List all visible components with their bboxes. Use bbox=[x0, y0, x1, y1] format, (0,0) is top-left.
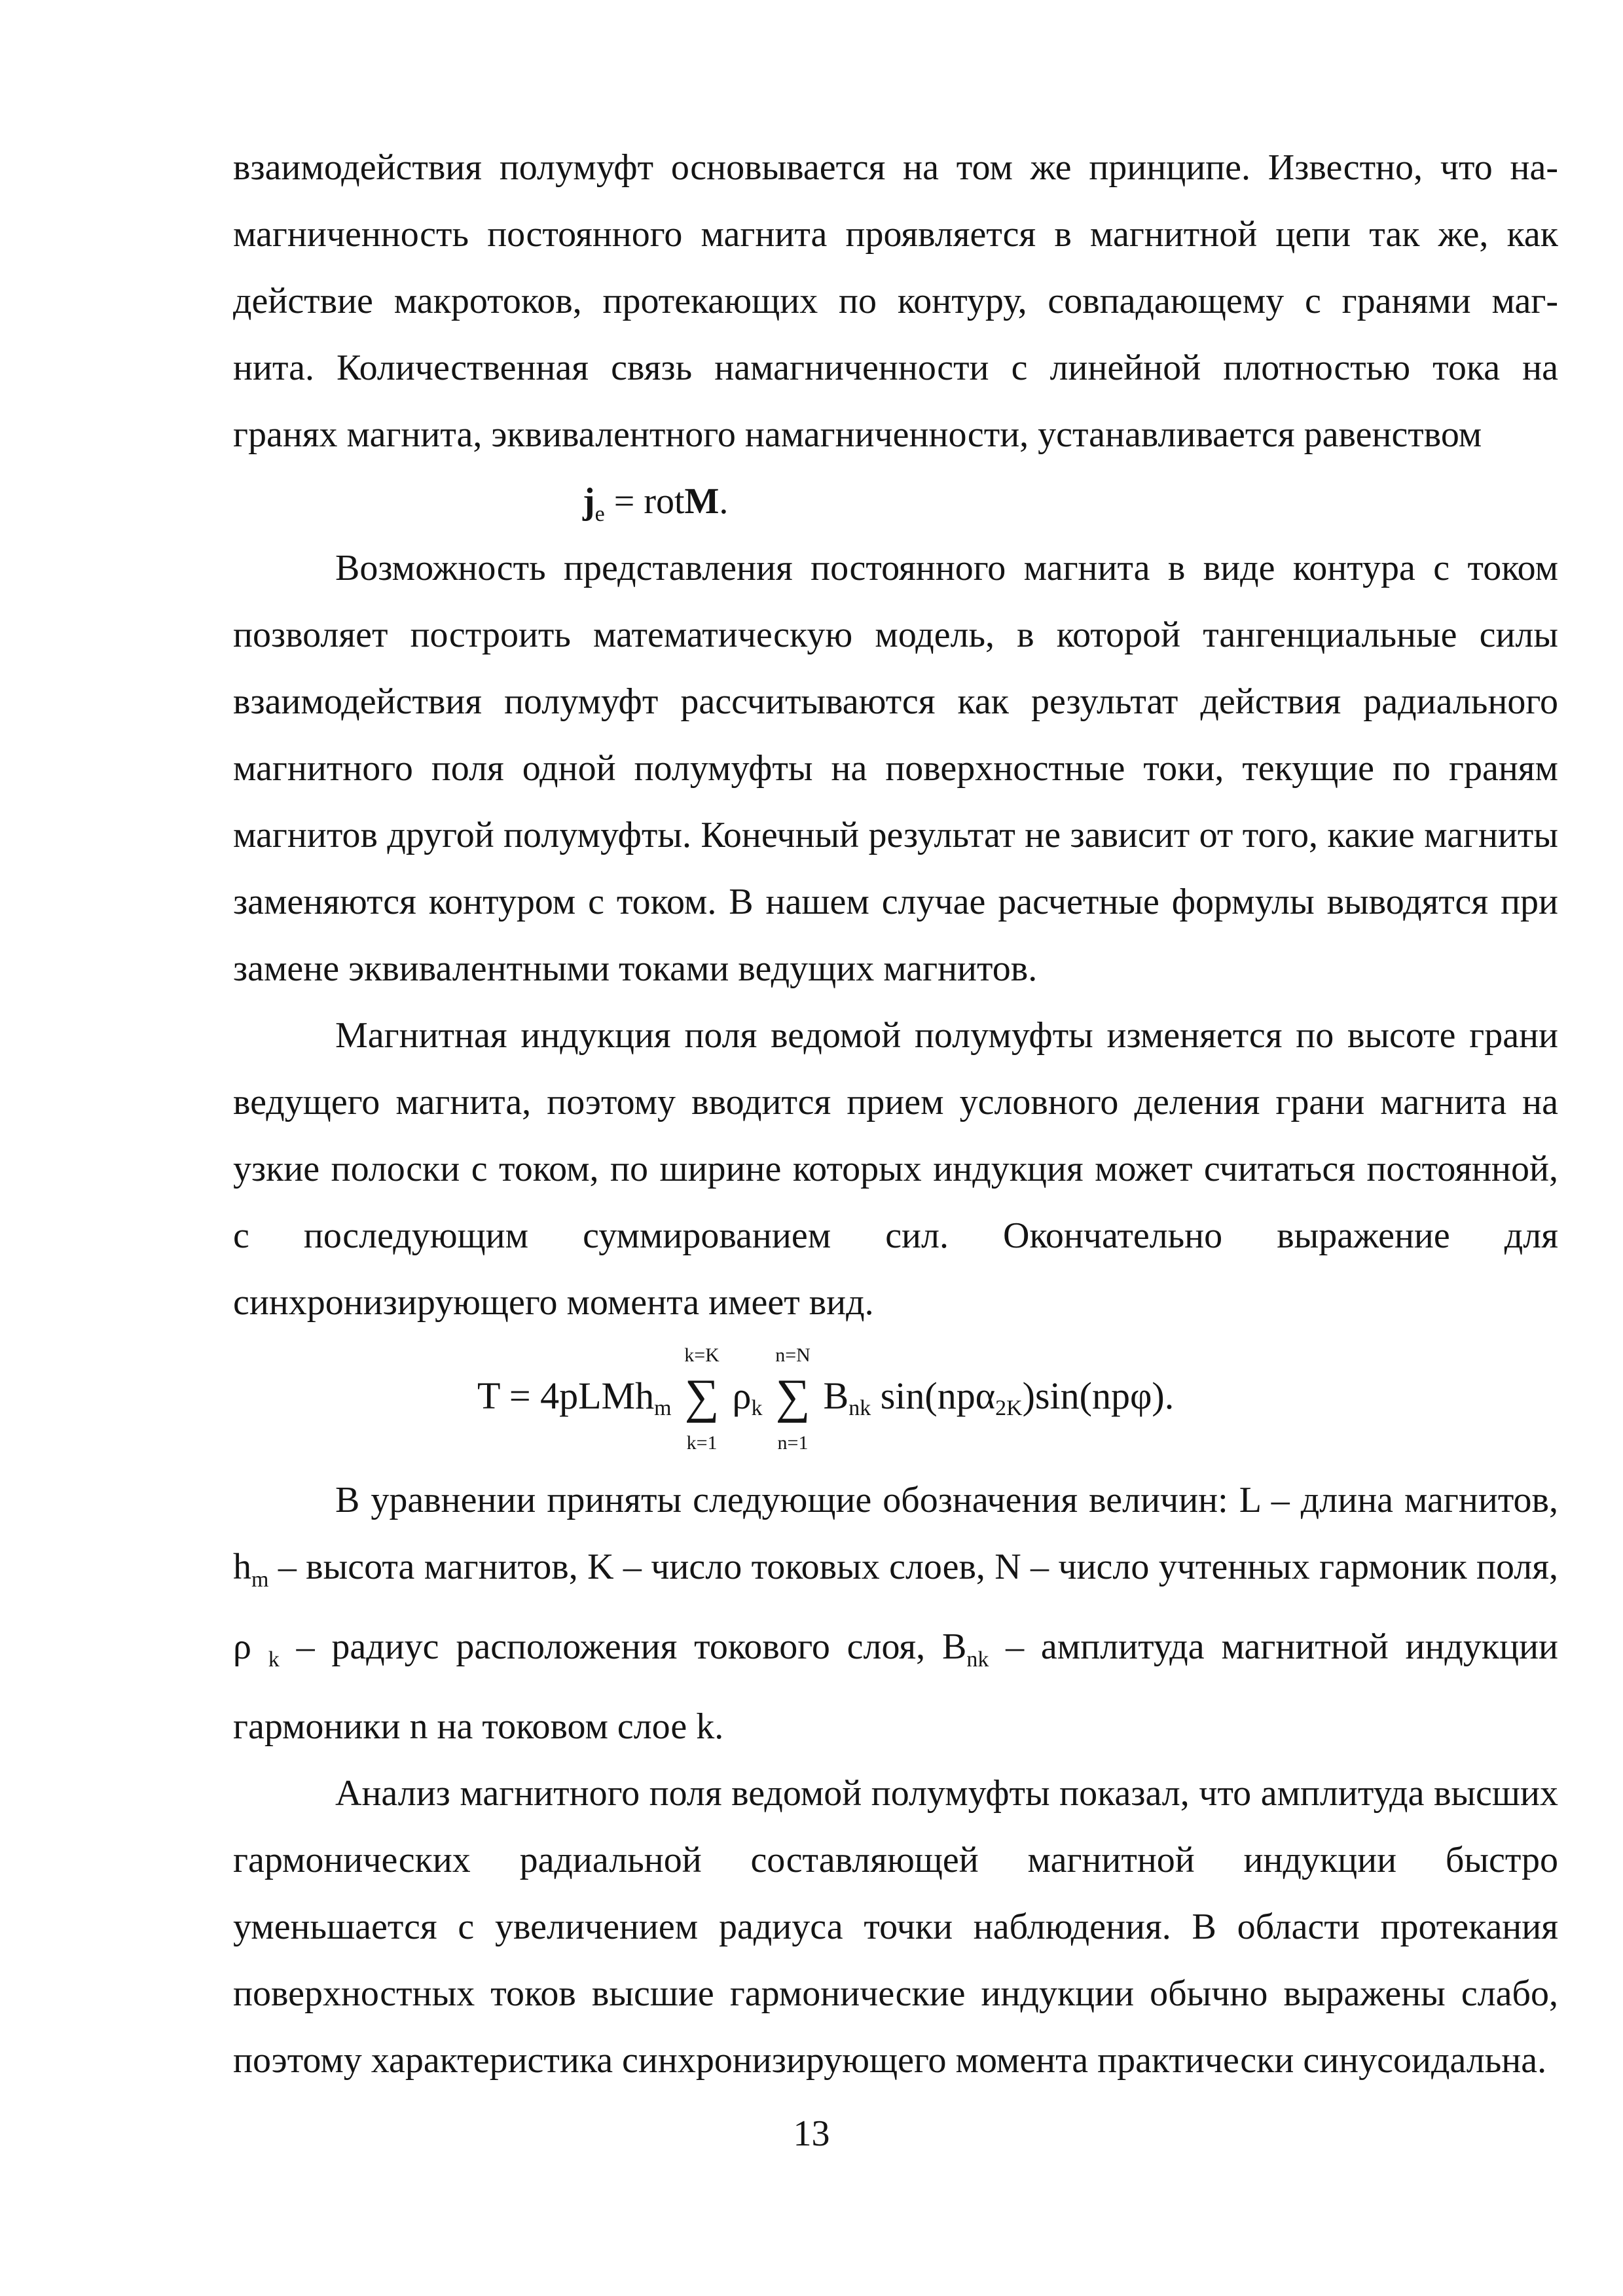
paragraph-notation: В уравнении приняты следующие обозначения величин: L – длина магнитов, $h_m$ – высота магнитов, K – число токовых слоев, N – число учтенных гармоник поля, ρ $_k$ – радиус расположения токового слоя, $B_{nk}$ – амплитуда магнитной индукции гармоники n на токовом слое k. bbox=[233, 1480, 1559, 1748]
equation-torque-row: T = 4pLMhm k=K ∑ k=1 ρk n=N ∑ n=1 Bnk sin(npα2K)sin(npφ). bbox=[477, 1344, 1175, 1454]
paragraph-model: Возможность представления постоянного магнита в виде контура с током позволяет построить математическую модель, в которой тангенциальные силы взаимодействия полумуфт рассчитываются как результат действия радиального магнитного поля одной полумуфты на поверхностные токи, текущие по граням магнитов другой полумуфты. Конечный результат не зависит от того, какие магниты заменяются контуром с током. В нашем случае расчетные формулы выводятся при замене эквивалентными токами ведущих магнитов. bbox=[233, 548, 1558, 989]
paragraph-induction: Магнитная индукция поля ведомой полумуфты изменяется по высоте грани ведущего магнита, поэтому вводится прием условного деления грани магнита на узкие полоски с током, по ширине которых индукция может считаться постоянной, с последующим суммированием сил. Окончательно выражение для синхронизирующего момента имеет вид. bbox=[233, 1015, 1558, 1323]
equation-torque bbox=[233, 1336, 1558, 1467]
page-number: 13 bbox=[793, 2113, 830, 2154]
summation-k: k=K ∑ k=1 bbox=[684, 1344, 720, 1454]
summation-n: n=N ∑ n=1 bbox=[775, 1344, 811, 1454]
equation-current-density: $j_e$ = rotM. bbox=[583, 481, 729, 527]
paragraph-analysis: Анализ магнитного поля ведомой полумуфты показал, что амплитуда высших гармонических радиальной составляющей магнитной индукции быстро уменьшается с увеличением радиуса точки наблюдения. В области протекания поверхностных токов высшие гармонические индукции обычно выражены слабо, поэтому характеристика синхронизирующего момента практически синусоидальна. bbox=[233, 1773, 1558, 2081]
text-line: действие макротоков, протекающих по контуру, совпадающему с гранями маг- bbox=[233, 281, 1558, 321]
paragraph-continuation bbox=[233, 134, 1558, 468]
text-line: магниченность постоянного магнита проявляется в магнитной цепи так же, как bbox=[233, 214, 1558, 255]
text-line: взаимодействия полумуфт основывается на том же принципе. Известно, что на- bbox=[233, 147, 1558, 188]
text-line: гранях магнита, эквивалентного намагниченности, устанавливается равенством bbox=[233, 414, 1482, 455]
text-line: нита. Количественная связь намагниченности с линейной плотностью тока на bbox=[233, 348, 1558, 388]
text-body bbox=[233, 134, 1558, 2094]
